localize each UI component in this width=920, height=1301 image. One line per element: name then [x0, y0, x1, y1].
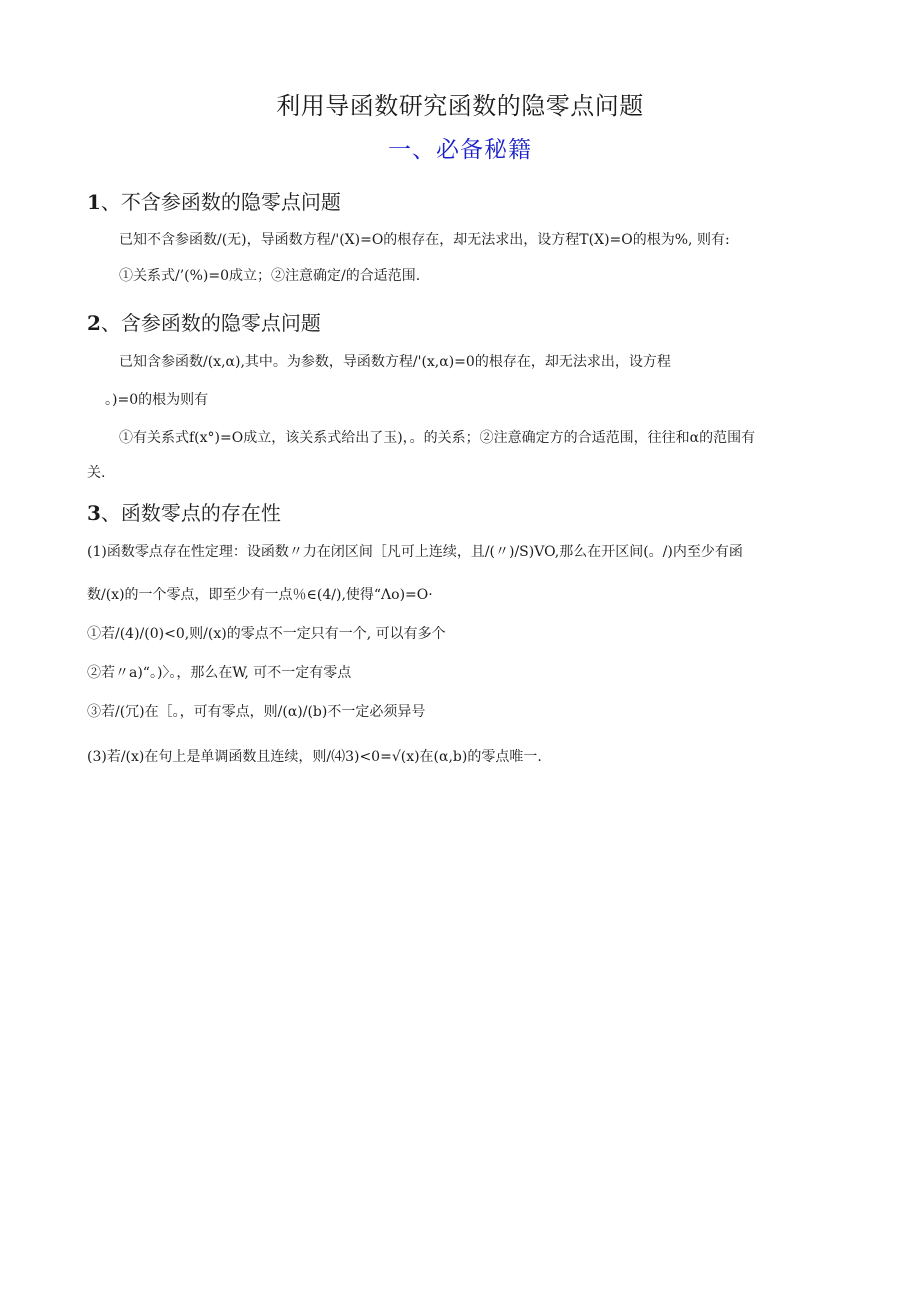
section-2-line-3: ①有关系式f(x°)=O成立，该关系式给出了玉)，。的关系；②注意确定方的合适范围，往往和α的范围有	[119, 430, 756, 446]
section-3-line-4: ②若〃a)“。)〉。，那么在W, 可不一定有零点	[87, 665, 352, 681]
section-3-line-6: (3)若/(x)在句上是单调函数且连续，则/⑷3)<0=√(x)在(α,b)的零点唯一.	[87, 749, 542, 765]
page-title: 利用导函数研究函数的隐零点问题	[276, 92, 644, 120]
section-3-number: 3	[87, 501, 101, 525]
section-3-heading-text: 、函数零点的存在性	[100, 501, 281, 525]
section-3-line-2: 数/(x)的一个零点，即至少有一点％∈(4∕),使得“Λo)=O·	[87, 587, 433, 603]
section-2-heading	[87, 307, 321, 336]
section-1-heading-text: 、不含参函数的隐零点问题	[100, 190, 341, 214]
section-2-heading-text: 、含参函数的隐零点问题	[100, 311, 321, 335]
section-1-line-1: 已知不含参函数/(无)，导函数方程/'(X)=O的根存在，却无法求出，设方程T(X)=O的根为%, 则有:	[119, 232, 730, 248]
section-3-line-1: (1)函数零点存在性定理：设函数〃力在闭区间［凡可上连续，且/(〃)/S)VO,那么在开区间(。/)内至少有函	[87, 544, 743, 560]
section-2-number: 2	[87, 311, 101, 335]
section-3-heading	[87, 497, 281, 526]
section-3-line-3: ①若/(4)/(0)<0,则/(x)的零点不一定只有一个, 可以有多个	[87, 626, 446, 642]
page-subtitle: 一、必备秘籍	[388, 137, 532, 163]
section-2-line-1: 已知含参函数/(x,α),其中。为参数，导函数方程/'(x,α)=0的根存在，却无法求出，设方程	[119, 354, 671, 370]
section-1-line-2: ①关系式/’(%)=0成立；②注意确定/的合适范围.	[119, 268, 421, 284]
section-2-line-4: 关.	[87, 465, 106, 481]
section-1-number: 1	[87, 190, 101, 214]
section-3-line-5: ③若/(冗)在［。，可有零点，则/(α)/(b)不一定必须异号	[87, 704, 426, 720]
section-2-line-2: 。)=0的根为则有	[105, 392, 209, 408]
section-1-heading	[87, 186, 341, 215]
